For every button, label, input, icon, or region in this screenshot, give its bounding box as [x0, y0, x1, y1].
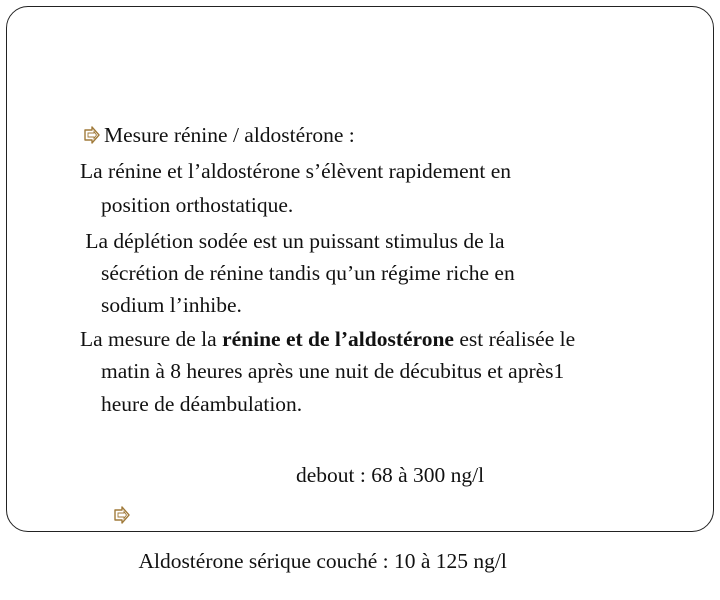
- para2-line1: La déplétion sodée est un puissant stimulus de la: [80, 229, 505, 253]
- bullet-text-measure: Mesure rénine / aldostérone :: [104, 123, 355, 147]
- bullet-line-aldosterone: [80, 427, 507, 600]
- para3-line1: [80, 326, 575, 352]
- para1-line1: La rénine et l’aldostérone s’élèvent rapidement en: [80, 159, 511, 183]
- bullet-line-measure: [82, 122, 355, 148]
- para3-line1-post: est réalisée le: [453, 327, 576, 351]
- para3-line1-pre: La mesure de la: [80, 327, 223, 351]
- aldosterone-standing-line: debout : 68 à 300 ng/l: [296, 463, 485, 487]
- hollow-arrow-bullet-icon: [82, 125, 102, 145]
- hollow-arrow-bullet-icon: [112, 453, 132, 473]
- para3-line3: heure de déambulation.: [101, 392, 303, 416]
- para2-line3: sodium l’inhibe.: [101, 293, 242, 317]
- para2-line2: sécrétion de rénine tandis qu’un régime riche en: [101, 261, 515, 285]
- para1-line2: position orthostatique.: [101, 193, 294, 217]
- bullet-text-aldosterone: Aldostérone sérique couché : 10 à 125 ng/l: [134, 549, 507, 573]
- para3-line2: matin à 8 heures après une nuit de décubitus et après1: [101, 359, 565, 383]
- para3-line1-bold: rénine et de l’aldostérone: [222, 327, 454, 351]
